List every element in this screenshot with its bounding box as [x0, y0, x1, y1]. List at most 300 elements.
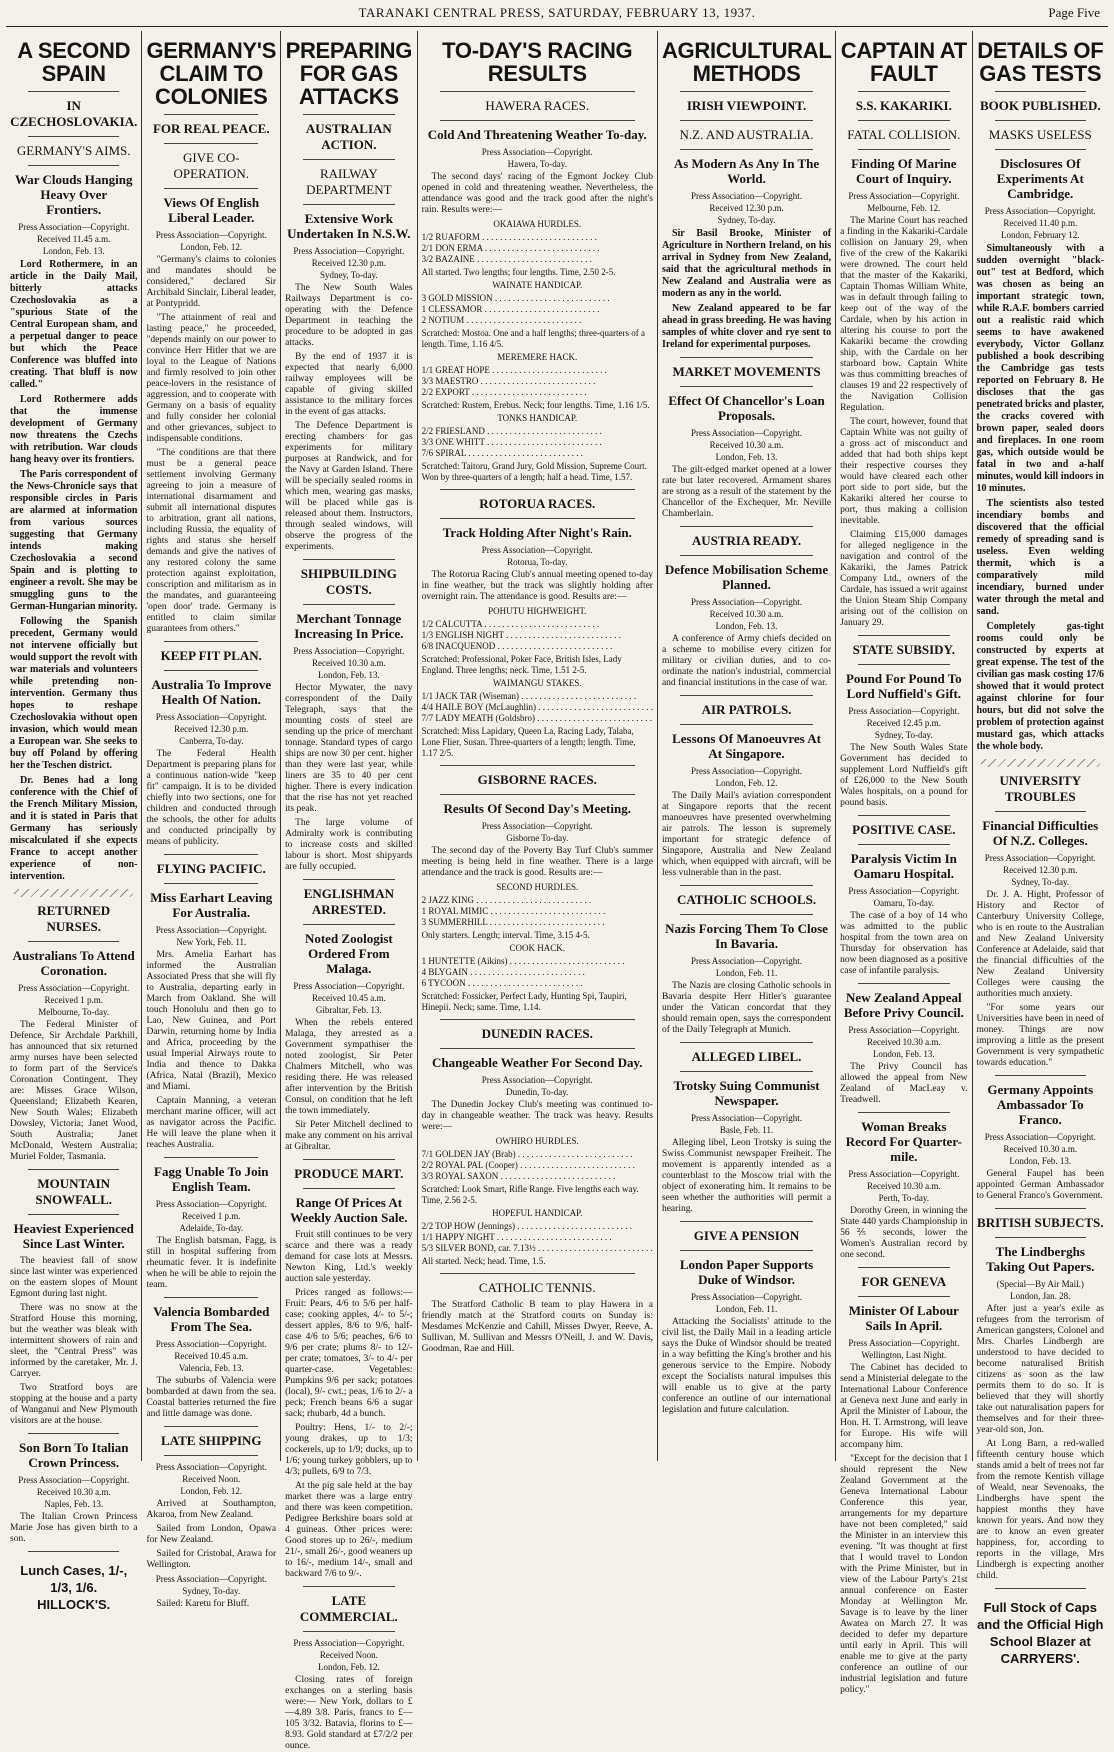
divider — [303, 924, 394, 925]
divider — [995, 811, 1086, 812]
race-note: All started. Two lengths; four lengths. Time, 2.50 2-5. — [421, 267, 616, 277]
article-paragraph: Mrs. Amelia Earhart has informed the Australian Associated Press that she will fly to Australia, departing early in March from Oakland. She will touch Honolulu and then go to Lao, New Guinea, and Port Darwin, returning home by India and Africa, proceeding by the usual Imperial Airways route to India and thence to Dakka (Africa, Natal (Brazil), Mexico and Miami. — [146, 950, 277, 1092]
placings — [422, 1221, 653, 1254]
section-heading: GIVE A PENSION — [693, 1228, 800, 1243]
article-paragraph: When the rebels entered Malaga, they arrested as a Government sympathiser the noted zoologist, Sir Peter Chalmers Mitchell, who was residing there. He was released after intervention by the British Consul, on condition that he left the town immediately. — [285, 1018, 413, 1116]
article-paragraph: The Privy Council has allowed the appeal from New Zealand of MacLeay v. Treadwell. — [840, 1062, 968, 1105]
race-note: Scratched: Mostoa. One and a half lengths; three-quarters of a length. Time, 1.16 4/5. — [421, 328, 645, 349]
divider — [28, 1551, 119, 1552]
placing: 4/4 HAILE BOY (McLaughlin) . . . — [422, 702, 653, 713]
dateline: Press Association—Copyright. — [155, 230, 267, 240]
section-heading: RETURNED NURSES. — [37, 903, 111, 934]
placing: 2 JAZZ KING . . . — [422, 895, 653, 906]
subheading: GIVE CO-OPERATION. — [173, 150, 250, 181]
divider — [858, 983, 949, 984]
divider — [164, 1297, 258, 1298]
placing: 3 SUMMERHILL . . . — [422, 917, 653, 928]
divider — [440, 1273, 635, 1274]
divider — [164, 114, 258, 115]
dateline: Press Association—Copyright. — [155, 1574, 267, 1584]
dateline: Hawera, To-day. — [507, 159, 567, 169]
headline: GERMANY'S CLAIM TO COLONIES — [146, 38, 277, 109]
divider — [440, 120, 635, 121]
deck: Australia To Improve Health Of Nation. — [151, 677, 272, 707]
divider — [28, 91, 119, 92]
race-result — [422, 943, 653, 1013]
deck: Son Born To Italian Crown Princess. — [18, 1440, 129, 1470]
dateline: Press Association—Copyright. — [984, 206, 1096, 216]
dateline: Press Association—Copyright. — [691, 597, 803, 607]
deck: Results Of Second Day's Meeting. — [443, 801, 631, 816]
dateline: Press Association—Copyright. — [18, 1475, 130, 1485]
article-paragraph: Arrived at Southampton, Akaroa, from New Zealand. — [146, 1499, 277, 1520]
section-heading: PRODUCE MART. — [294, 1166, 404, 1181]
deck: Financial Difficulties Of N.Z. Colleges. — [982, 818, 1099, 848]
placings — [422, 365, 653, 398]
section-heading: MARKET MOVEMENTS — [672, 364, 821, 379]
dateline: Received 10.30 a.m. — [866, 1181, 941, 1191]
dateline: Sydney, To-day. — [182, 1586, 241, 1596]
article-paragraph: Lord Rothermere adds that the immense development of Germany now threatens the Czechs with retribution. War clouds hang heavy over its frontiers. — [10, 394, 138, 465]
race-name: MEREMERE HACK. — [497, 352, 578, 362]
wavy-divider — [981, 759, 1100, 767]
race-name: TONKS HANDICAP. — [497, 413, 578, 423]
divider — [440, 489, 635, 490]
dateline: Received 10.30 a.m. — [709, 609, 784, 619]
dateline: Press Association—Copyright. — [691, 956, 803, 966]
article-paragraph: The Dunedin Jockey Club's meeting was continued to-day in changeable weather. The track was heavy. Results were:— — [421, 1100, 653, 1132]
dateline: Received 1 p.m. — [182, 1211, 241, 1221]
dateline: London, Feb. 12. — [715, 778, 778, 788]
placing: 1/1 HAPPY NIGHT . . . — [422, 1232, 653, 1243]
article-paragraph: "The conditions are that there must be a general peace settlement involving Germany agreeing to join a measure of international disarmament and submit all international disputes to arbitration, grant all nations, including Russia, the equality of rights and status she herself demands and give the natives of any restored colony the same protection against exploitation, conscription and militarism as in the mandates, and guaranteeing 'open door' trade. Germany is entitled to claim similar guarantees from others." — [146, 448, 277, 634]
dateline: Received 12.30 p.m. — [311, 258, 386, 268]
deck: Noted Zoologist Ordered From Malaga. — [304, 931, 393, 976]
divider — [858, 815, 949, 816]
dateline: Sydney, To-day. — [874, 730, 933, 740]
divider — [440, 1048, 635, 1049]
placing: 7/1 GOLDEN JAY (Brab) . . . — [422, 1149, 653, 1160]
divider — [680, 1042, 813, 1043]
deck: Australians To Attend Coronation. — [12, 948, 135, 978]
section-heading: GISBORNE RACES. — [477, 772, 597, 787]
advertisement — [977, 1599, 1104, 1667]
divider — [858, 1267, 949, 1268]
dateline: Press Association—Copyright. — [691, 428, 803, 438]
divider — [164, 883, 258, 884]
divider — [440, 91, 635, 92]
divider — [680, 555, 813, 556]
divider — [680, 885, 813, 886]
dateline: Press Association—Copyright. — [984, 1132, 1096, 1142]
deck: Changeable Weather For Second Day. — [431, 1055, 643, 1070]
race-result — [422, 606, 653, 676]
article-paragraph: The Daily Mail's aviation correspondent at Singapore reports that the recent manoeuvres have presented overwhelming air patrols. The lesson is supremely important for strategic defence of Singapore, Australia and New Zealand which, when equipped with aircraft, will be less vulnerable than in the past. — [661, 791, 832, 878]
article-paragraph: Fruit still continues to be very scarce and there was a ready demand for case lots at Messrs. Newton King, Ltd.'s weekly auction sale yesterday. — [285, 1230, 413, 1284]
divider — [995, 120, 1086, 121]
race-result — [422, 413, 653, 483]
section-heading: KEEP FIT PLAN. — [160, 648, 262, 663]
section-heading: STATE SUBSIDY. — [852, 642, 955, 657]
divider — [28, 1433, 119, 1434]
dateline: Oamaru, To-day. — [873, 898, 934, 908]
dateline: Press Association—Copyright. — [293, 646, 405, 656]
article-paragraph: Hector Mywater, the navy correspondent of the Daily Telegraph, says that the mounting costs of steel are sending up the price of merchant tonnage. Standard types of cargo ships are now 30 per cent. higher than they were last year, while liners are 35 to 40 per cent higher. There is every indication that the rise has not yet reached its peak. — [285, 683, 413, 814]
article-paragraph: The New South Wales State Government has decided to supplement Lord Nuffield's gift of £26,000 to the New South Wales hospitals, on a pound for pound basis. — [840, 743, 968, 808]
article-paragraph: The second days' racing of the Egmont Jockey Club opened in cold and threatening weather. Nevertheless, the attendance was good and the track good after the night's rain. Results were:— — [421, 172, 653, 215]
deck: Fagg Unable To Join English Team. — [154, 1164, 269, 1194]
dateline: Melbourne, Feb. 12. — [867, 203, 941, 213]
article-paragraph: The Defence Department is erecting chambers for gas experiments for military purposes at Randwick, and for the Navy at Garden Island. There will be specially sealed rooms in which men, wearing gas masks, will be placed while gas is released about them. Instructors, through sealed windows, will observe the progress of the experiments. — [285, 421, 413, 552]
placing: 1/1 GREAT HOPE . . . — [422, 365, 653, 376]
advert-line: HILLOCK'S. — [37, 1597, 111, 1612]
placings — [422, 691, 653, 724]
divider — [680, 695, 813, 696]
dateline: Press Association—Copyright. — [155, 712, 267, 722]
placing: 2/2 TOP HOW (Jennings) . . . — [422, 1221, 653, 1232]
divider — [164, 641, 258, 642]
article-paragraph: The English batsman, Fagg, is still in hospital suffering from rheumatic fever. It is indefinite when he will be able to rejoin the team. — [146, 1236, 277, 1290]
column-6 — [836, 31, 972, 1695]
article-paragraph: The Marine Court has reached a finding in the Kakariki-Cardale collision on January 29, when five of the crew of the Kakariki were drowned. The court held that the master of the Kakariki, Captain Thomas William White, was in default through failing to keep out of the way of the Cardale, when by his action in altering his course to port the Kakariki became the crowding ship, with the Cardale on her starboard bow. Captain White was thus committing breaches of clauses 19 and 22 respectively of the Navigation Collision Regulation. — [840, 216, 968, 413]
divider — [303, 879, 394, 880]
deck: Defence Mobilisation Scheme Planned. — [664, 562, 829, 592]
dateline: Received 1 p.m. — [44, 995, 103, 1005]
column-5 — [658, 31, 836, 1461]
placings — [422, 956, 653, 989]
headline: TO-DAY'S RACING RESULTS — [442, 38, 633, 86]
deck: Merchant Tonnage Increasing In Price. — [294, 611, 404, 641]
race-name: WAINATE HANDICAP. — [492, 280, 583, 290]
deck: Trotsky Suing Communist Newspaper. — [673, 1078, 820, 1108]
article-paragraph: The scientists also tested incendiary bombs and discovered that the official remedy of spreading sand is useless. Even welding thermit, which is a comparatively mild incendiary, burned under water through the metal and sand. — [976, 498, 1104, 617]
article-paragraph: A conference of Army chiefs decided on a scheme to mobilise every citizen for military or civilian duties, and to co-ordinate the nation's industrial, commercial and financial institutions in the case of war. — [661, 634, 832, 688]
section-heading: UNIVERSITY TROUBLES — [999, 773, 1082, 804]
subheading: MASKS USELESS — [988, 127, 1092, 142]
dateline: London, Feb. 13. — [42, 246, 105, 256]
race-name: POHUTU HIGHWEIGHT. — [488, 606, 587, 616]
divider — [995, 91, 1086, 92]
divider — [680, 1071, 813, 1072]
dateline: Sydney, To-day. — [1011, 877, 1070, 887]
article-paragraph: At Long Barn, a red-walled fifteenth century house which stands amid a belt of trees not far from the remote Kentish village of Weald, near Sevenoaks, the Lindberghs have spent the happiest months they have known for years. And now they are to know an even greater happiness, for, according to reports in the village, Mrs Lindbergh is expecting another child. — [976, 1439, 1104, 1581]
article-paragraph: Lord Rothermere, in an article in the Daily Mail, bitterly attacks Czechoslovakia as a "spurious State of the Central European sham, and a perpetual danger to peace but which the Peace Conference was bluffed into creating. That bluff is now called." — [10, 259, 138, 390]
article-paragraph: At the pig sale held at the bay market there was a large entry and there was keen competition. Pedigree Berkshire boars sold at 4 guineas. Other prices were: Good stores up to 26/-, medium 21/-, small 26/-, good weaners up to 16/-, medium 14/-, small and backward 7/6 to 9/-. — [285, 1481, 413, 1579]
dateline: Press Association—Copyright. — [18, 222, 130, 232]
article-paragraph: By the end of 1937 it is expected that nearly 6,000 railway employees will be capable of giving skilled assistance to the military forces in the event of gas attacks. — [285, 352, 413, 417]
dateline: Received Noon. — [182, 1474, 241, 1484]
dateline: Press Association—Copyright. — [293, 1638, 405, 1648]
subheading: IRISH VIEWPOINT. — [686, 98, 807, 113]
placing: 1/1 JACK TAR (Wiseman) . . . — [422, 691, 653, 702]
article-paragraph: The Paris correspondent of the News-Chronicle says that responsible circles in Paris are alarmed at information from various sources suggesting that Germany intends making Czechoslovakia a second Spain and is plotting to engineer a revolt. She may be smuggling guns to the German-Hungarian minority. — [10, 469, 138, 612]
divider — [303, 204, 394, 205]
dateline: London, February 12. — [1001, 230, 1080, 240]
dateline: London, Feb. 11. — [715, 1304, 778, 1314]
dateline: Received 12.30 p.m. — [1003, 865, 1078, 875]
section-heading: AIR PATROLS. — [701, 702, 792, 717]
divider — [164, 854, 258, 855]
article-paragraph: General Faupel has been appointed German Ambassador to General Franco's Government. — [976, 1169, 1104, 1201]
deck: Heaviest Experienced Since Last Winter. — [13, 1221, 134, 1251]
dateline: Melbourne, To-day. — [38, 1007, 110, 1017]
article-paragraph: Sir Peter Mitchell declined to make any comment on his arrival at Gibraltar. — [285, 1120, 413, 1152]
dateline: Press Association—Copyright. — [984, 853, 1096, 863]
placing: 1/2 RUAFORM . . . — [422, 232, 653, 243]
race-name: HOPEFUL HANDICAP. — [492, 1208, 583, 1218]
placing: 7/7 LADY MEATH (Goldsbro) . . . — [422, 713, 653, 724]
section-heading: CATHOLIC TENNIS. — [478, 1280, 596, 1295]
article-paragraph: "Except for the decision that I should represent the New Zealand Government at the Geneva International Labour Conference this year, arrangements for my departure have not been completed," said the Minister in an interview this evening. "It was thought at first that I would travel to London with the Prime Minister, but in view of the Labour Party's 21st annual conference on Easter Monday at Wellington Mr. Savage is to leave by the liner Awatea on March 27. It was decided to defer my departure until early in April. This will enable me to give at the party conference an outline of our industrial legislation and future policy." — [840, 1454, 968, 1695]
placing: 1 CLESSAMOR . . . — [422, 304, 653, 315]
race-note: Scratched: Rustem, Erebus. Neck; four lengths. Time, 1.16 1/5. — [421, 400, 650, 410]
divider — [680, 357, 813, 358]
placing: 3/3 ONE WHITT . . . — [422, 437, 653, 448]
race-name: WAIMANGU STAKES. — [492, 678, 582, 688]
column-2 — [142, 31, 281, 1609]
divider — [858, 635, 949, 636]
divider — [680, 386, 813, 387]
divider — [995, 1237, 1086, 1238]
divider — [680, 1250, 813, 1251]
subheading: FATAL COLLISION. — [847, 127, 961, 142]
subheading: S.S. KAKARIKI. — [855, 98, 952, 113]
dateline: Press Association—Copyright. — [848, 886, 960, 896]
advert-line: Full Stock of Caps and the Official High School Blazer at — [977, 1600, 1104, 1649]
dateline: London, Feb. 13. — [317, 670, 380, 680]
dateline: London, Feb. 13. — [872, 1049, 935, 1059]
article-paragraph: Dr. Benes had a long conference with the Chief of the French Military Mission, and it is stated in Paris that Germany has seriously miscalculated if she expects France to accept another experience of non-intervention. — [10, 775, 138, 882]
column-1 — [6, 31, 142, 1612]
article-paragraph: Following the Spanish precedent, Germany would not intervene officially but would support the revolt with war materials and volunteers while pretending non-intervention. Germany thus hopes to reshape Czechoslovakia without open invasion, which would mean a European war. She seeks to buy off Poland by offering her the Teschen district. — [10, 616, 138, 771]
divider — [303, 1586, 394, 1587]
dateline: Press Association—Copyright. — [293, 981, 405, 991]
article-paragraph: The Federal Health Department is preparing plans for a continuous nation-wide "keep fit" campaign. It is to be divided chiefly into two sections, one for children and conducted through the schools, the other for adults and conducted principally by means of publicity. — [146, 749, 277, 847]
divider — [680, 149, 813, 150]
divider — [164, 670, 258, 671]
placing: 1/3 ENGLISH NIGHT . . . — [422, 630, 653, 641]
article-paragraph: The Rotorua Racing Club's annual meeting opened to-day in fine weather, but the track was slightly holding after overnight rain. The attendance is good. Results are:— — [421, 570, 653, 602]
dateline: Received 10.30 a.m. — [311, 658, 386, 668]
article-paragraph: The heaviest fall of snow since last winter was experienced on the eastern slopes of Mount Egmont during last night. — [10, 1256, 138, 1299]
dateline: (Special—By Air Mail.) — [996, 1279, 1084, 1289]
subheading: BOOK PUBLISHED. — [979, 98, 1101, 113]
divider — [858, 1296, 949, 1297]
article-paragraph: "The attainment of real and lasting peace," he proceeded, "depends mainly on our power to convince Herr Hitler that we are loyal to the League of Nations and firmly resolved to join other peace-lovers in the resistance of aggression, and to cooperate with Germany on a basis of equality and fully consider her colonial and other grievances, subject to indispensable conditions. — [146, 313, 277, 444]
deck: Minister Of Labour Sails In April. — [848, 1303, 959, 1333]
article-paragraph: After just a year's exile as refugees from the terrorism of American gangsters, Colonel and Mrs. Charles Lindbergh are understood to have decided to become naturalised British citizens as soon as the law permits them to do so. It is believed that they will shortly take out naturalisation papers for themselves and for their three-year-old son, Jon. — [976, 1304, 1104, 1435]
dateline: Received 12.30 p.m. — [709, 203, 784, 213]
divider — [995, 1588, 1086, 1589]
dateline: Press Association—Copyright. — [691, 1292, 803, 1302]
dateline: Received 10.30 a.m. — [1003, 1144, 1078, 1154]
divider — [303, 1188, 394, 1189]
article-paragraph: The second day of the Poverty Bay Turf Club's summer meeting is being held in fine weather. There is a large attendance and the track is good. Results are:— — [421, 846, 653, 878]
section-heading: FLYING PACIFIC. — [156, 861, 266, 876]
race-name: SECOND HURDLES. — [496, 882, 579, 892]
deck: Range Of Prices At Weekly Auction Sale. — [290, 1195, 408, 1225]
dateline: Press Association—Copyright. — [155, 1462, 267, 1472]
article-paragraph: The case of a boy of 14 who was admitted to the public hospital from the town area on Thursday for observation has now been diagnosed as a positive case of infantile paralysis. — [840, 911, 968, 976]
article-paragraph: Alleging libel, Leon Trotsky is suing the Swiss Communist newspaper Freiheit. The movement is apparently intended as a counterblast to the Moscow trial with the object of exonerating him. It remains to be seen whether the authorities will permit a hearing. — [661, 1138, 832, 1214]
placings — [422, 895, 653, 928]
placing: 1/2 CALCUTTA . . . — [422, 619, 653, 630]
dateline: Received 10.30 a.m. — [36, 1487, 111, 1497]
dateline: Received 10.30 a.m. — [709, 440, 784, 450]
placing: 1 HUNTETTE (Aikins) . . . — [422, 956, 653, 967]
dateline: Press Association—Copyright. — [691, 1113, 803, 1123]
article-paragraph: Prices ranged as follows:— Fruit: Pears, 4/6 to 5/6 per half-case; cooking apples, 4/- to 5/-; dessert apples, 8/6 to 9/6, half-case 4/6 to 5/6; peaches, 6/6 to 9/6 per crate; plums 8/- to 12/- per crate; tomatoes, 3/- to 4/- per quarter-case. Vegetables: Pumpkins 9/6 per sack; potatoes (local), 9/- cwt.; peas, 1/6 to 2/- a peck; French beans 6/6 a sugar sack; rhubarb, 4d a bunch. — [285, 1288, 413, 1419]
divider — [858, 1112, 949, 1113]
divider — [303, 559, 394, 560]
divider — [680, 1221, 813, 1222]
dateline: Received 11.40 p.m. — [1003, 218, 1078, 228]
article-paragraph: The suburbs of Valencia were bombarded at dawn from the sea. Coastal batteries returned the fire and little damage was done. — [146, 1376, 277, 1419]
divider — [995, 149, 1086, 150]
dateline: Gisborne To-day. — [506, 833, 569, 843]
placing: 4 BLYGAIN . . . — [422, 967, 653, 978]
article-paragraph: There was no snow at the Stratford House this morning, but the weather was bleak with intermittent showers of rain and sleet, the "Central Press" was informed by the caretaker, Mr. J. Carryer. — [10, 1303, 138, 1379]
section-heading: LATE SHIPPING — [161, 1433, 262, 1448]
dateline: Press Association—Copyright. — [848, 1338, 960, 1348]
divider — [28, 941, 119, 942]
deck: Valencia Bombarded From The Sea. — [153, 1304, 270, 1334]
placing: 3 GOLD MISSION . . . — [422, 293, 653, 304]
divider — [164, 143, 258, 144]
placing: 2/2 ROYAL PAL (Cooper) . . . — [422, 1160, 653, 1171]
divider — [28, 165, 119, 166]
placing: 2/1 DON ERMA . . . — [422, 243, 653, 254]
race-note: Scratched: Taitoru, Grand Jury, Gold Mission, Supreme Court. Won by three-quarters of a length; half a head. Time, 1.57. — [421, 461, 647, 482]
race-note: Scratched: Look Smart, Rifle Range. Five lengths each way. Time, 2.56 2-5. — [421, 1184, 639, 1205]
divider — [303, 1631, 394, 1632]
masthead — [6, 0, 1108, 27]
placing: 6 TYCOON . . . — [422, 978, 653, 989]
section-heading: BRITISH SUBJECTS. — [977, 1215, 1104, 1230]
dateline: London, Feb. 13. — [715, 621, 778, 631]
dateline: London, Jan. 28. — [1010, 1291, 1071, 1301]
divider — [164, 188, 258, 189]
section-heading: ALLEGED LIBEL. — [691, 1049, 802, 1064]
headline: PREPARING FOR GAS ATTACKS — [285, 38, 413, 109]
dateline: Press Association—Copyright. — [848, 706, 960, 716]
dateline: Received Noon. — [319, 1650, 378, 1660]
race-result — [422, 882, 653, 941]
dateline: Received 11.45 a.m. — [37, 234, 111, 244]
divider — [680, 120, 813, 121]
section-heading: LATE COMMERCIAL. — [299, 1593, 398, 1624]
placing: 6/8 INACQUENOD . . . — [422, 641, 653, 652]
race-note: Scratched: Professional, Poker Face, British Isles, Lady England. Three lengths; neck. Time, 1.51 2-5. — [421, 654, 622, 675]
article-paragraph: The large volume of Admiralty work is contributing to increase costs and skilled labour is short. Most shipyards are fully occupied. — [285, 818, 413, 872]
deck: Cold And Threatening Weather To-day. — [427, 127, 647, 142]
dateline: Press Association—Copyright. — [293, 246, 405, 256]
race-name: OKAIAWA HURDLES. — [493, 219, 582, 229]
deck: Pound For Pound To Lord Nuffield's Gift. — [845, 671, 962, 701]
dateline: Dunedin, To-day. — [506, 1087, 569, 1097]
column-7 — [973, 31, 1108, 1666]
dateline: London, Feb. 12. — [317, 1662, 380, 1672]
article-paragraph: The New South Wales Railways Department is co-operating with the Defence Department in teaching the procedure to be adopted in gas attacks. — [285, 283, 413, 348]
dateline: Received 10.45 a.m. — [311, 993, 386, 1003]
dateline: Sydney, To-day. — [717, 215, 776, 225]
dateline: Rotorua, To-day. — [507, 557, 568, 567]
section-heading: ROTORUA RACES. — [479, 496, 596, 511]
deck: Paralysis Victim In Oamaru Hospital. — [850, 851, 957, 881]
dateline: Press Association—Copyright. — [481, 545, 593, 555]
placing: 1 ROYAL MIMIC . . . — [422, 906, 653, 917]
race-result — [422, 1136, 653, 1206]
subheading: FOR REAL PEACE. — [152, 121, 270, 136]
race-result — [422, 280, 653, 350]
section-heading: CATHOLIC SCHOOLS. — [676, 892, 817, 907]
divider — [28, 136, 119, 137]
divider — [164, 1157, 258, 1158]
subheading: N.Z. AND AUSTRALIA. — [679, 127, 814, 142]
article-paragraph: Sir Basil Brooke, Minister of Agriculture in Northern Ireland, on his arrival in Sydney from New Zealand, said that the agricultural methods in New Zealand and Australia were as modern as any in the world. — [661, 228, 832, 299]
deck: Extensive Work Undertaken In N.S.W. — [287, 211, 411, 241]
dateline: Canberra, To-day. — [179, 736, 244, 746]
dateline: Sydney, To-day. — [319, 270, 378, 280]
dateline: Press Association—Copyright. — [155, 925, 267, 935]
deck: Views Of English Liberal Leader. — [163, 195, 260, 225]
divider — [440, 518, 635, 519]
placing: 3/3 ROYAL SAXON . . . — [422, 1171, 653, 1182]
section-heading: DUNEDIN RACES. — [481, 1026, 593, 1041]
article-paragraph: Sailed: Karetu for Bluff. — [156, 1599, 250, 1609]
dateline: Press Association—Copyright. — [155, 1339, 267, 1349]
deck: Nazis Forcing Them To Close In Bavaria. — [665, 921, 828, 951]
dateline: Received 12.30 p.m. — [174, 724, 249, 734]
placing: 7/6 SPIRAL . . . — [422, 448, 653, 459]
dateline: Press Association—Copyright. — [691, 766, 803, 776]
dateline: Wellington, Last Night. — [861, 1350, 947, 1360]
deck: London Paper Supports Duke of Windsor. — [679, 1257, 814, 1287]
race-name: OWHIRO HURDLES. — [495, 1136, 579, 1146]
dateline: New York, Feb. 11. — [176, 937, 247, 947]
subheading: IN CZECHOSLOVAKIA. — [10, 98, 138, 129]
divider — [858, 91, 949, 92]
placing: 2 NOTIUM . . . — [422, 315, 653, 326]
divider — [858, 844, 949, 845]
article-paragraph: Captain Manning, a veteran merchant marine officer, will act as navigator across the Pacific. He will leave the plane when it reaches Australia. — [146, 1096, 277, 1150]
article-paragraph: The Cabinet has decided to send a Ministerial delegate to the International Labour Conference at Geneva next June and early in April the Minister of Labour, the Hon. H. T. Armstrong, will leave for Europe. His wife will accompany him. — [840, 1363, 968, 1450]
section-heading: AUSTRIA READY. — [691, 533, 802, 548]
placing: 3/2 BAZAINE . . . — [422, 254, 653, 265]
article-paragraph: "Germany's claims to colonies and mandates should be considered," declared Sir Archibald Sinclair, Liberal leader, at Pontypridd. — [146, 255, 277, 309]
divider — [680, 724, 813, 725]
dateline: Received 12.45 p.m. — [866, 718, 941, 728]
divider — [440, 794, 635, 795]
column-4 — [418, 31, 658, 1461]
deck: Woman Breaks Record For Quarter-mile. — [845, 1119, 962, 1164]
article-paragraph: Claiming £15,000 damages for alleged negligence in the navigation and control of the Kakariki, the James Patrick Company Ltd., owners of the Cardale, has issued a writ against the Union Steam Ship Company arising out of the collision on January 29. — [840, 530, 968, 628]
article-paragraph: The gilt-edged market opened at a lower rate but later recovered. Armament shares are strong as a result of the statement by the Chancellor of the Exchequer, Mr. Neville Chamberlain. — [661, 465, 832, 519]
dateline: Press Association—Copyright. — [691, 191, 803, 201]
placing: 2/2 FRIESLAND . . . — [422, 426, 653, 437]
dateline: Gibraltar, Feb. 13. — [315, 1005, 382, 1015]
dateline: London, Feb. 13. — [1009, 1156, 1072, 1166]
wavy-divider — [14, 889, 133, 897]
dateline: Basle, Feb. 11. — [719, 1125, 774, 1135]
section-heading: SHIPBUILDING COSTS. — [300, 566, 397, 597]
divider — [303, 159, 394, 160]
article-paragraph: Sailed for Cristobal, Arawa for Wellington. — [146, 1549, 277, 1570]
dateline: Perth, To-day. — [878, 1193, 929, 1203]
article-paragraph: Sailed from London, Opawa for New Zealand. — [146, 1524, 277, 1545]
subheading: HAWERA RACES. — [485, 98, 590, 113]
headline: DETAILS OF GAS TESTS — [977, 38, 1104, 86]
